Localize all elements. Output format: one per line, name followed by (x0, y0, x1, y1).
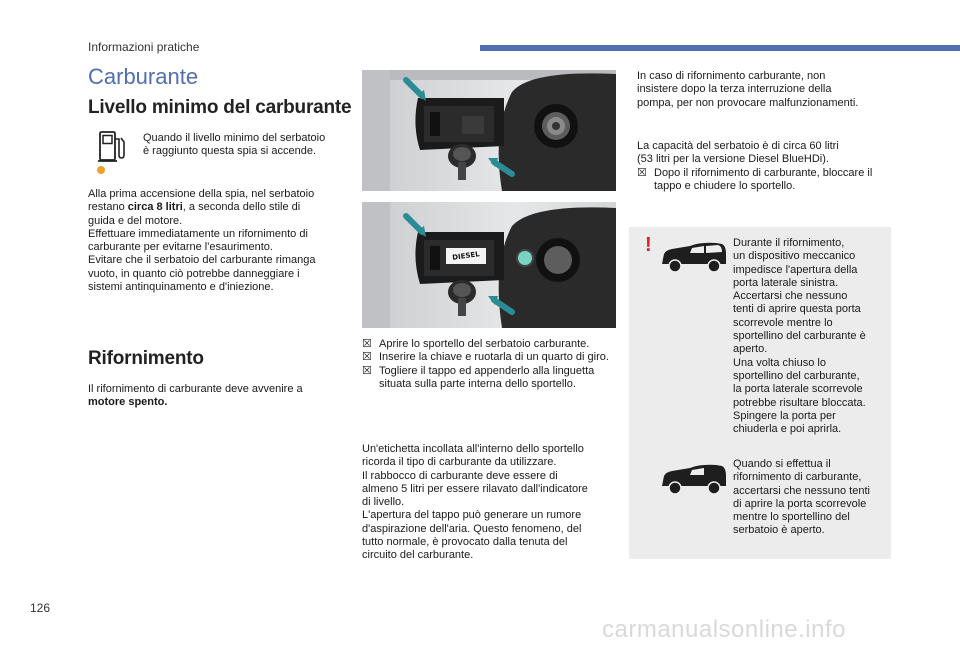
refuelling-steps (362, 338, 616, 391)
warning-lamp-text: Quando il livello minimo del serbatoio è raggiunto questa spia si accende. (143, 132, 326, 158)
list-item: ☒ Togliere il tappo ed appenderlo alla linguetta situata sulla parte interna dello sportello. (362, 364, 595, 390)
warning-exclamation-icon: ! (645, 234, 652, 256)
list-item: ☒ Aprire lo sportello del serbatoio carburante. (362, 338, 590, 350)
van-icon (660, 462, 728, 496)
box-refuel-caution-text: Quando si effettua il rifornimento di carburante, accertarsi che nessuno tenti di aprire la porta scorrevole mentre lo sportellino del serbatoio è aperto. (733, 458, 870, 537)
header-accent-bar (480, 45, 960, 51)
photo-fuel-flap-open (362, 70, 616, 191)
pump-interruption-paragraph: In caso di rifornimento carburante, non insistere dopo la terza interruzione della pompa, per non provocare malfunzionamenti. (637, 70, 859, 109)
heading-refuelling: Rifornimento (88, 348, 204, 369)
diesel-label: DIESEL (451, 250, 481, 262)
refuelling-intro: Il rifornimento di carburante deve avvenire a motore spento. (88, 383, 303, 409)
watermark: carmanualsonline.info (602, 616, 846, 643)
fuel-pump-icon (98, 130, 128, 162)
photo-fuel-label-diesel (362, 202, 616, 328)
tank-capacity-paragraph: La capacità del serbatoio è di circa 60 litri (53 litri per la versione Diesel BlueHDi). ☒ Dopo il rifornimento di carburante, bloccare il tappo e chiudere lo sportello. (637, 140, 897, 193)
orange-bullet-icon (97, 166, 105, 174)
page-title: Carburante (88, 64, 199, 89)
box-sliding-door-text: Durante il rifornimento, un dispositivo meccanico impedisce l'apertura della porta laterale sinistra. Accertarsi che nessuno tenti di aprire questa porta scorrevole mentre lo sportellino del carburante è aperto. Una volta chiuso lo sportellino del carburante, la porta laterale scorrevole potrebbe risultare bloccata. Spingere la porta per chiuderla e poi aprirla. (733, 237, 866, 436)
fuel-label-paragraph: Un'etichetta incollata all'interno dello sportello ricorda il tipo di carburante da utilizzare. Il rabbocco di carburante deve essere di almeno 5 litri per essere rilavato dall'indicatore di livello. L'apertura del tappo può generare un rumore d'aspirazione dell'aria. Questo fenomeno, del tutto normale, è provocato dalla tenuta del circuito del carburante. (362, 443, 588, 562)
van-side-door-icon (660, 240, 728, 274)
page-number: 126 (30, 601, 51, 615)
section-label: Informazioni pratiche (88, 40, 200, 54)
first-lighting-paragraph: Alla prima accensione della spia, nel serbatoio restano circa 8 litri, a seconda dello stile di guida e del motore. Effettuare immediatamente un rifornimento di carburante per evitarne l'esaurimento. Evitare che il serbatoio del carburante rimanga vuoto, in quanto ciò potrebbe danneggiare i sistemi antinquinamento e d'iniezione. (88, 188, 316, 294)
heading-minimum-level: Livello minimo del carburante (88, 97, 352, 118)
list-item: ☒ Inserire la chiave e ruotarla di un quarto di giro. (362, 351, 609, 364)
list-item: ☒ Dopo il rifornimento di carburante, bloccare il tappo e chiudere lo sportello. (637, 166, 873, 192)
